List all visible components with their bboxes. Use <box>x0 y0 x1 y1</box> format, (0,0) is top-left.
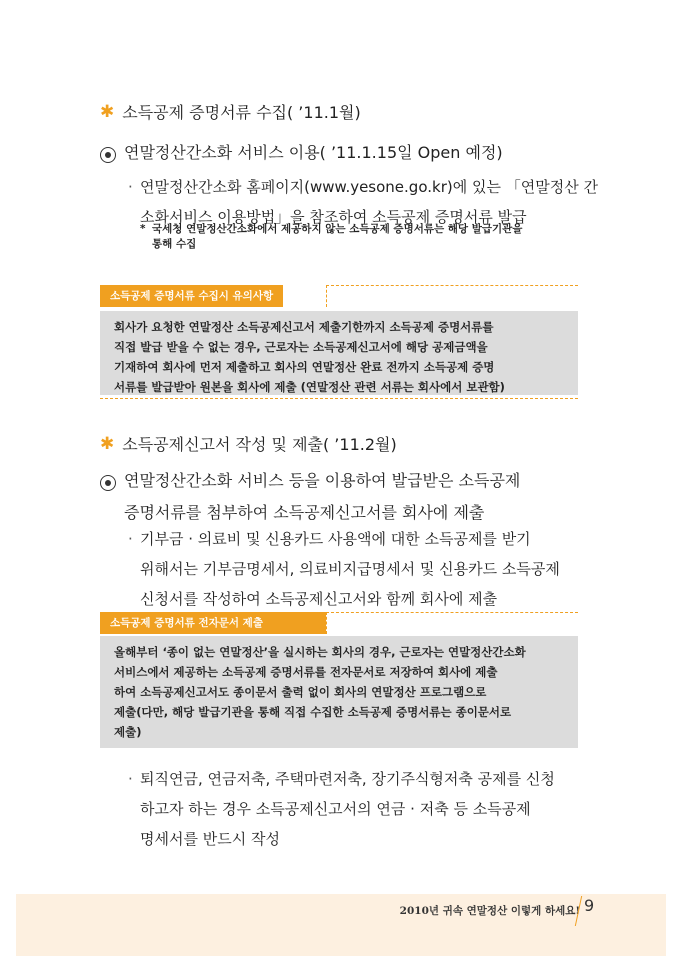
notice-box-1-body <box>100 311 578 395</box>
box-divider <box>326 612 327 634</box>
dot-item-2-line: 신청서를 작성하여 소득공제신고서와 함께 회사에 제출 <box>140 590 498 608</box>
circle-item-1 <box>100 144 503 169</box>
circle-item-2 <box>100 472 520 529</box>
circle-bullet-icon <box>100 147 116 163</box>
dot-item-3 <box>128 764 588 854</box>
dot-item-2 <box>128 524 588 614</box>
footer-text: 2010년 귀속 연말정산 이렇게 하세요! <box>399 905 580 917</box>
notice-box-2-line: 올해부터 ‘종이 없는 연말정산’을 실시하는 회사의 경우, 근로자는 연말정산간소화 <box>114 645 526 659</box>
circle-bullet-icon <box>100 475 116 491</box>
notice-box-1 <box>100 285 578 400</box>
dot-item-2-line: 위해서는 기부금명세서, 의료비지급명세서 및 신용카드 소득공제 <box>140 560 560 578</box>
note-line: 국세청 연말정산간소화에서 제공하지 않는 소득공제 증명서류는 해당 발급기관을 <box>152 223 523 235</box>
note-mark: * <box>140 223 146 235</box>
notice-box-1-line: 서류를 발급받아 원본을 회사에 제출 (연말정산 관련 서류는 회사에서 보관함) <box>114 380 505 394</box>
asterisk-icon: ✱ <box>100 101 115 122</box>
notice-box-2-line: 제출) <box>114 725 142 739</box>
dot-bullet-icon: · <box>128 178 133 196</box>
dot-item-2-line: 기부금 · 의료비 및 신용카드 사용액에 대한 소득공제를 받기 <box>140 530 531 548</box>
circle-item-2-line: 연말정산간소화 서비스 등을 이용하여 발급받은 소득공제 <box>124 471 521 490</box>
dot-bullet-icon: · <box>128 770 133 788</box>
notice-box-1-line: 기재하여 회사에 먼저 제출하고 회사의 연말정산 완료 전까지 소득공제 증명 <box>114 360 495 374</box>
notice-box-1-line: 직접 발급 받을 수 없는 경우, 근로자는 소득공제신고서에 해당 공제금액을 <box>114 340 488 354</box>
notice-box-2-line: 서비스에서 제공하는 소득공제 증명서류를 전자문서로 저장하여 회사에 제출 <box>114 665 498 679</box>
section-heading-1 <box>100 100 361 123</box>
notice-box-2-line: 제출(다만, 해당 발급기관을 통해 직접 수집한 소득공제 증명서류는 종이문서로 <box>114 705 512 719</box>
section-heading-1-text: 소득공제 증명서류 수집( ’11.1월) <box>122 103 361 122</box>
asterisk-icon: ✱ <box>100 433 115 454</box>
note <box>140 222 522 252</box>
section-heading-2 <box>100 432 397 455</box>
box-divider <box>326 285 578 286</box>
circle-item-2-line: 증명서류를 첨부하여 소득공제신고서를 회사에 제출 <box>124 503 485 522</box>
dot-item-1-line: 소화서비스 이용방법」을 참조하여 소득공제 증명서류 발급 <box>140 208 527 226</box>
notice-box-1-title: 소득공제 증명서류 수집시 유의사항 <box>100 285 283 307</box>
notice-box-2-body <box>100 636 578 748</box>
dot-item-3-line: 퇴직연금, 연금저축, 주택마련저축, 장기주식형저축 공제를 신청 <box>140 770 555 788</box>
page-number: 9 <box>584 896 595 915</box>
dot-item-3-line: 하고자 하는 경우 소득공제신고서의 연금 · 저축 등 소득공제 <box>140 800 531 818</box>
box-divider <box>326 285 327 307</box>
dot-bullet-icon: · <box>128 530 133 548</box>
notice-box-2-title: 소득공제 증명서류 전자문서 제출 <box>100 612 326 634</box>
section-heading-2-text: 소득공제신고서 작성 및 제출( ’11.2월) <box>122 435 397 454</box>
box-divider <box>100 398 578 399</box>
note-line: 통해 수집 <box>152 238 197 250</box>
notice-box-2 <box>100 612 578 750</box>
dot-item-3-line: 명세서를 반드시 작성 <box>140 830 280 848</box>
circle-item-1-text: 연말정산간소화 서비스 이용( ’11.1.15일 Open 예정) <box>124 143 503 162</box>
box-divider <box>326 612 578 613</box>
notice-box-1-line: 회사가 요청한 연말정산 소득공제신고서 제출기한까지 소득공제 증명서류를 <box>114 320 494 334</box>
notice-box-2-line: 하여 소득공제신고서도 종이문서 출력 없이 회사의 연말정산 프로그램으로 <box>114 685 487 699</box>
dot-item-1-line: 연말정산간소화 홈페이지(www.yesone.go.kr)에 있는 「연말정산 간 <box>140 178 598 196</box>
